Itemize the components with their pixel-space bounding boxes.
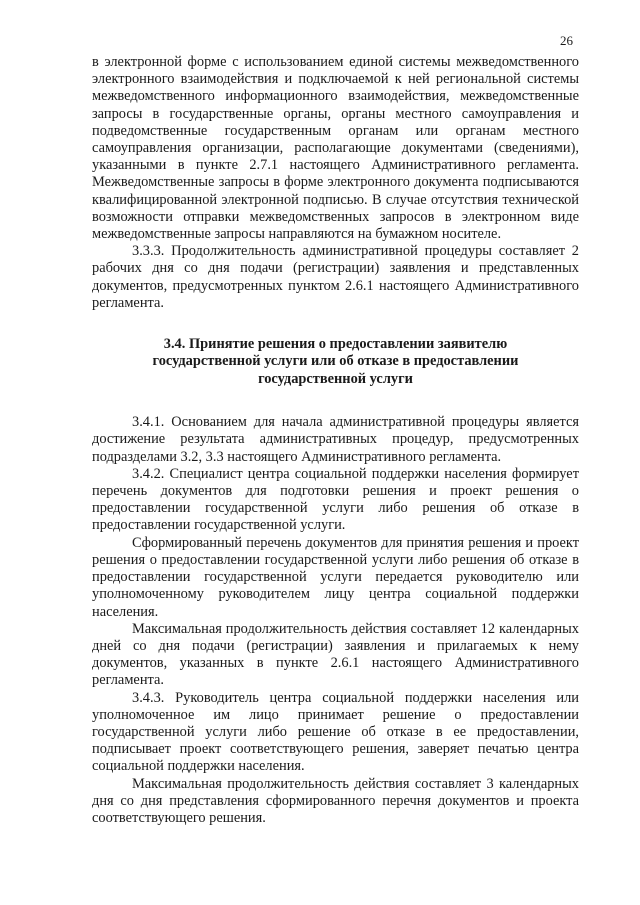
paragraph-3-4-2: 3.4.2. Специалист центра социальной поддержки населения формирует перечень документов для подготовки решения и проект решения о предоставлении государственной услуги либо решения об отказе в предоставлении государственной услуги. <box>92 465 579 534</box>
page-number: 26 <box>560 33 573 48</box>
paragraph-3-4-3: 3.4.3. Руководитель центра социальной поддержки населения или уполномоченное им лицо принимает решение о предоставлении государственной услуги либо решение об отказе в ее предоставлении, подписывает проект соответствующего решения, заверяет печатью центра социальной поддержки населения. <box>92 689 579 775</box>
paragraph-document-transfer: Сформированный перечень документов для принятия решения и проект решения о предоставлении государственной услуги либо решения об отказе в предоставлении государственной услуги передается руководителю или уполномоченному руководителем лицу центра социальной поддержки населения. <box>92 534 579 620</box>
paragraph-3-4-1: 3.4.1. Основанием для начала административной процедуры является достижение результата административных процедур, предусмотренных подразделами 3.2, 3.3 настоящего Административного регламента. <box>92 414 579 465</box>
paragraph-continuation: в электронной форме с использованием единой системы межведомственного электронного взаимодействия и подключаемой к ней региональной системы межведомственного информационного взаимодействия, межведомственные запросы в государственные органы, органы местного самоуправления и подведомственные государственным органам или органам местного самоуправления организации, располагающие документами (сведениями), указанными в пункте 2.7.1 настоящего Административного регламента. Межведомственные запросы в форме электронного документа подписываются квалифицированной электронной подписью. В случае отсутствия технической возможности отправки межведомственных запросов в электронном виде межведомственные запросы направляются на бумажном носителе. <box>92 54 579 243</box>
section-heading-3-4: 3.4. Принятие решения о предоставлении заявителю государственной услуги или об отказе в предоставлении государственной услуги <box>152 336 519 387</box>
paragraph-max-duration-12-days: Максимальная продолжительность действия составляет 12 календарных дней со дня подачи (регистрации) заявления и прилагаемых к нему документов, указанных в пункте 2.6.1 настоящего Административного регламента. <box>92 620 579 689</box>
paragraph-3-3-3: 3.3.3. Продолжительность административной процедуры составляет 2 рабочих дня со дня подачи (регистрации) заявления и представленных документов, предусмотренных пунктом 2.6.1 настоящего Административного регламента. <box>92 243 579 311</box>
page-content <box>92 54 579 827</box>
paragraph-max-duration-3-days: Максимальная продолжительность действия составляет 3 календарных дня со дня представления сформированного перечня документов и проекта соответствующего решения. <box>92 775 579 826</box>
